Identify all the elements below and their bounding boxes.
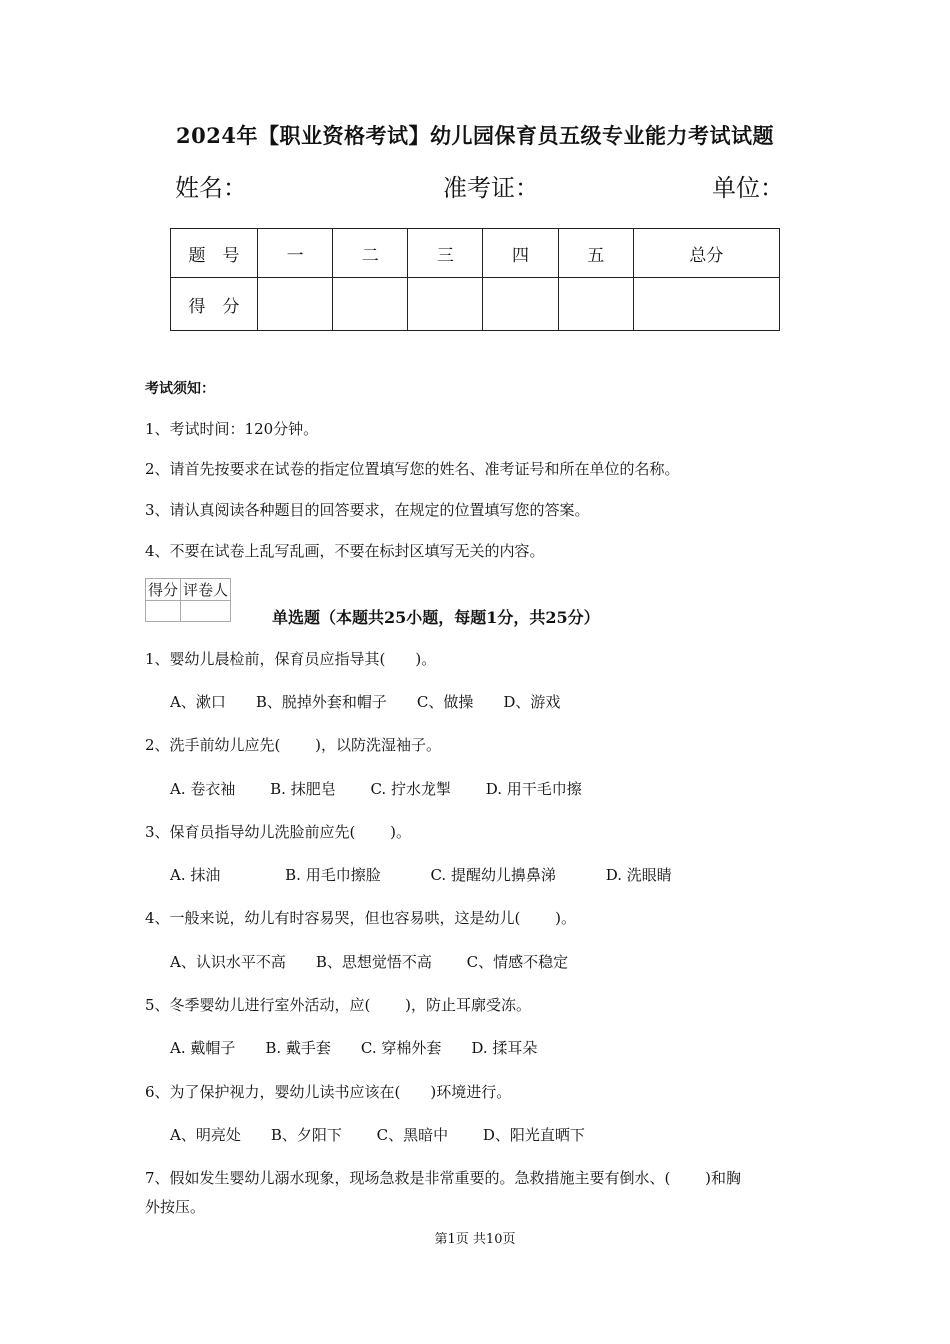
name-field-label: 姓名：: [175, 174, 247, 202]
question-text: 5、冬季婴幼儿进行室外活动，应( )，防止耳廓受冻。: [145, 996, 532, 1014]
score-table: [170, 228, 780, 331]
question-text: 7、假如发生婴幼儿溺水现象，现场急救是非常重要的。急救措施主要有倒水、( )和胸: [145, 1169, 742, 1187]
question-options: A、漱口 B、脱掉外套和帽子 C、做操 D、游戏: [170, 693, 561, 711]
score-cell[interactable]: [558, 278, 633, 331]
score-cell[interactable]: [633, 278, 779, 331]
unit-field-label: 单位：: [712, 174, 784, 202]
score-table-row-label: 得 分: [171, 278, 258, 331]
score-table-header-row: [171, 229, 780, 278]
question-text-continuation: 外按压。: [145, 1198, 206, 1216]
grader-box-score-label: 得分: [146, 579, 181, 601]
exam-number-field-label: 准考证：: [443, 174, 539, 202]
exam-notes-heading: 考试须知：: [145, 381, 215, 397]
question-options: A. 戴帽子 B. 戴手套 C. 穿棉外套 D. 揉耳朵: [170, 1039, 538, 1057]
exam-note-item: 3、请认真阅读各种题目的回答要求，在规定的位置填写您的答案。: [145, 501, 590, 519]
score-table-header-cell: 一: [258, 229, 333, 278]
question-text: 6、为了保护视力，婴幼儿读书应该在( )环境进行。: [145, 1083, 512, 1101]
question-options: A. 抹油 B. 用毛巾擦脸 C. 提醒幼儿擤鼻涕 D. 洗眼睛: [170, 866, 672, 884]
score-table-header-cell: 总分: [633, 229, 779, 278]
question-text: 2、洗手前幼儿应先( )，以防洗湿袖子。: [145, 736, 442, 754]
score-table-header-cell: 二: [333, 229, 408, 278]
question-text: 1、婴幼儿晨检前，保育员应指导其( )。: [145, 650, 437, 668]
exam-note-item: 4、不要在试卷上乱写乱画，不要在标封区填写无关的内容。: [145, 542, 545, 560]
score-cell[interactable]: [333, 278, 408, 331]
question-text: 4、一般来说，幼儿有时容易哭，但也容易哄，这是幼儿( )。: [145, 909, 577, 927]
grader-box-grader-label: 评卷人: [181, 579, 231, 601]
page-footer: 第1页 共10页: [434, 1232, 516, 1247]
question-options: A. 卷衣袖 B. 抹肥皂 C. 拧水龙掣 D. 用干毛巾擦: [170, 780, 582, 798]
exam-note-item: 2、请首先按要求在试卷的指定位置填写您的姓名、准考证号和所在单位的名称。: [145, 460, 680, 478]
score-table-header-cell: 五: [558, 229, 633, 278]
score-table-header-cell: 题 号: [171, 229, 258, 278]
question-text: 3、保育员指导幼儿洗脸前应先( )。: [145, 823, 412, 841]
score-table-score-row: [171, 278, 780, 331]
grader-box-score-cell[interactable]: [146, 601, 181, 622]
score-table-header-cell: 四: [483, 229, 558, 278]
question-options: A、认识水平不高 B、思想觉悟不高 C、情感不稳定: [170, 953, 569, 971]
score-cell[interactable]: [258, 278, 333, 331]
page-title: 2024年【职业资格考试】幼儿园保育员五级专业能力考试试题: [176, 123, 774, 148]
grader-box-grader-cell[interactable]: [181, 601, 231, 622]
grader-box: [145, 578, 231, 622]
score-cell[interactable]: [483, 278, 558, 331]
score-table-header-cell: 三: [408, 229, 483, 278]
section-title: 单选题（本题共25小题，每题1分，共25分）: [272, 608, 600, 627]
exam-note-item: 1、考试时间：120分钟。: [145, 420, 319, 438]
score-cell[interactable]: [408, 278, 483, 331]
question-options: A、明亮处 B、夕阳下 C、黑暗中 D、阳光直晒下: [170, 1126, 585, 1144]
